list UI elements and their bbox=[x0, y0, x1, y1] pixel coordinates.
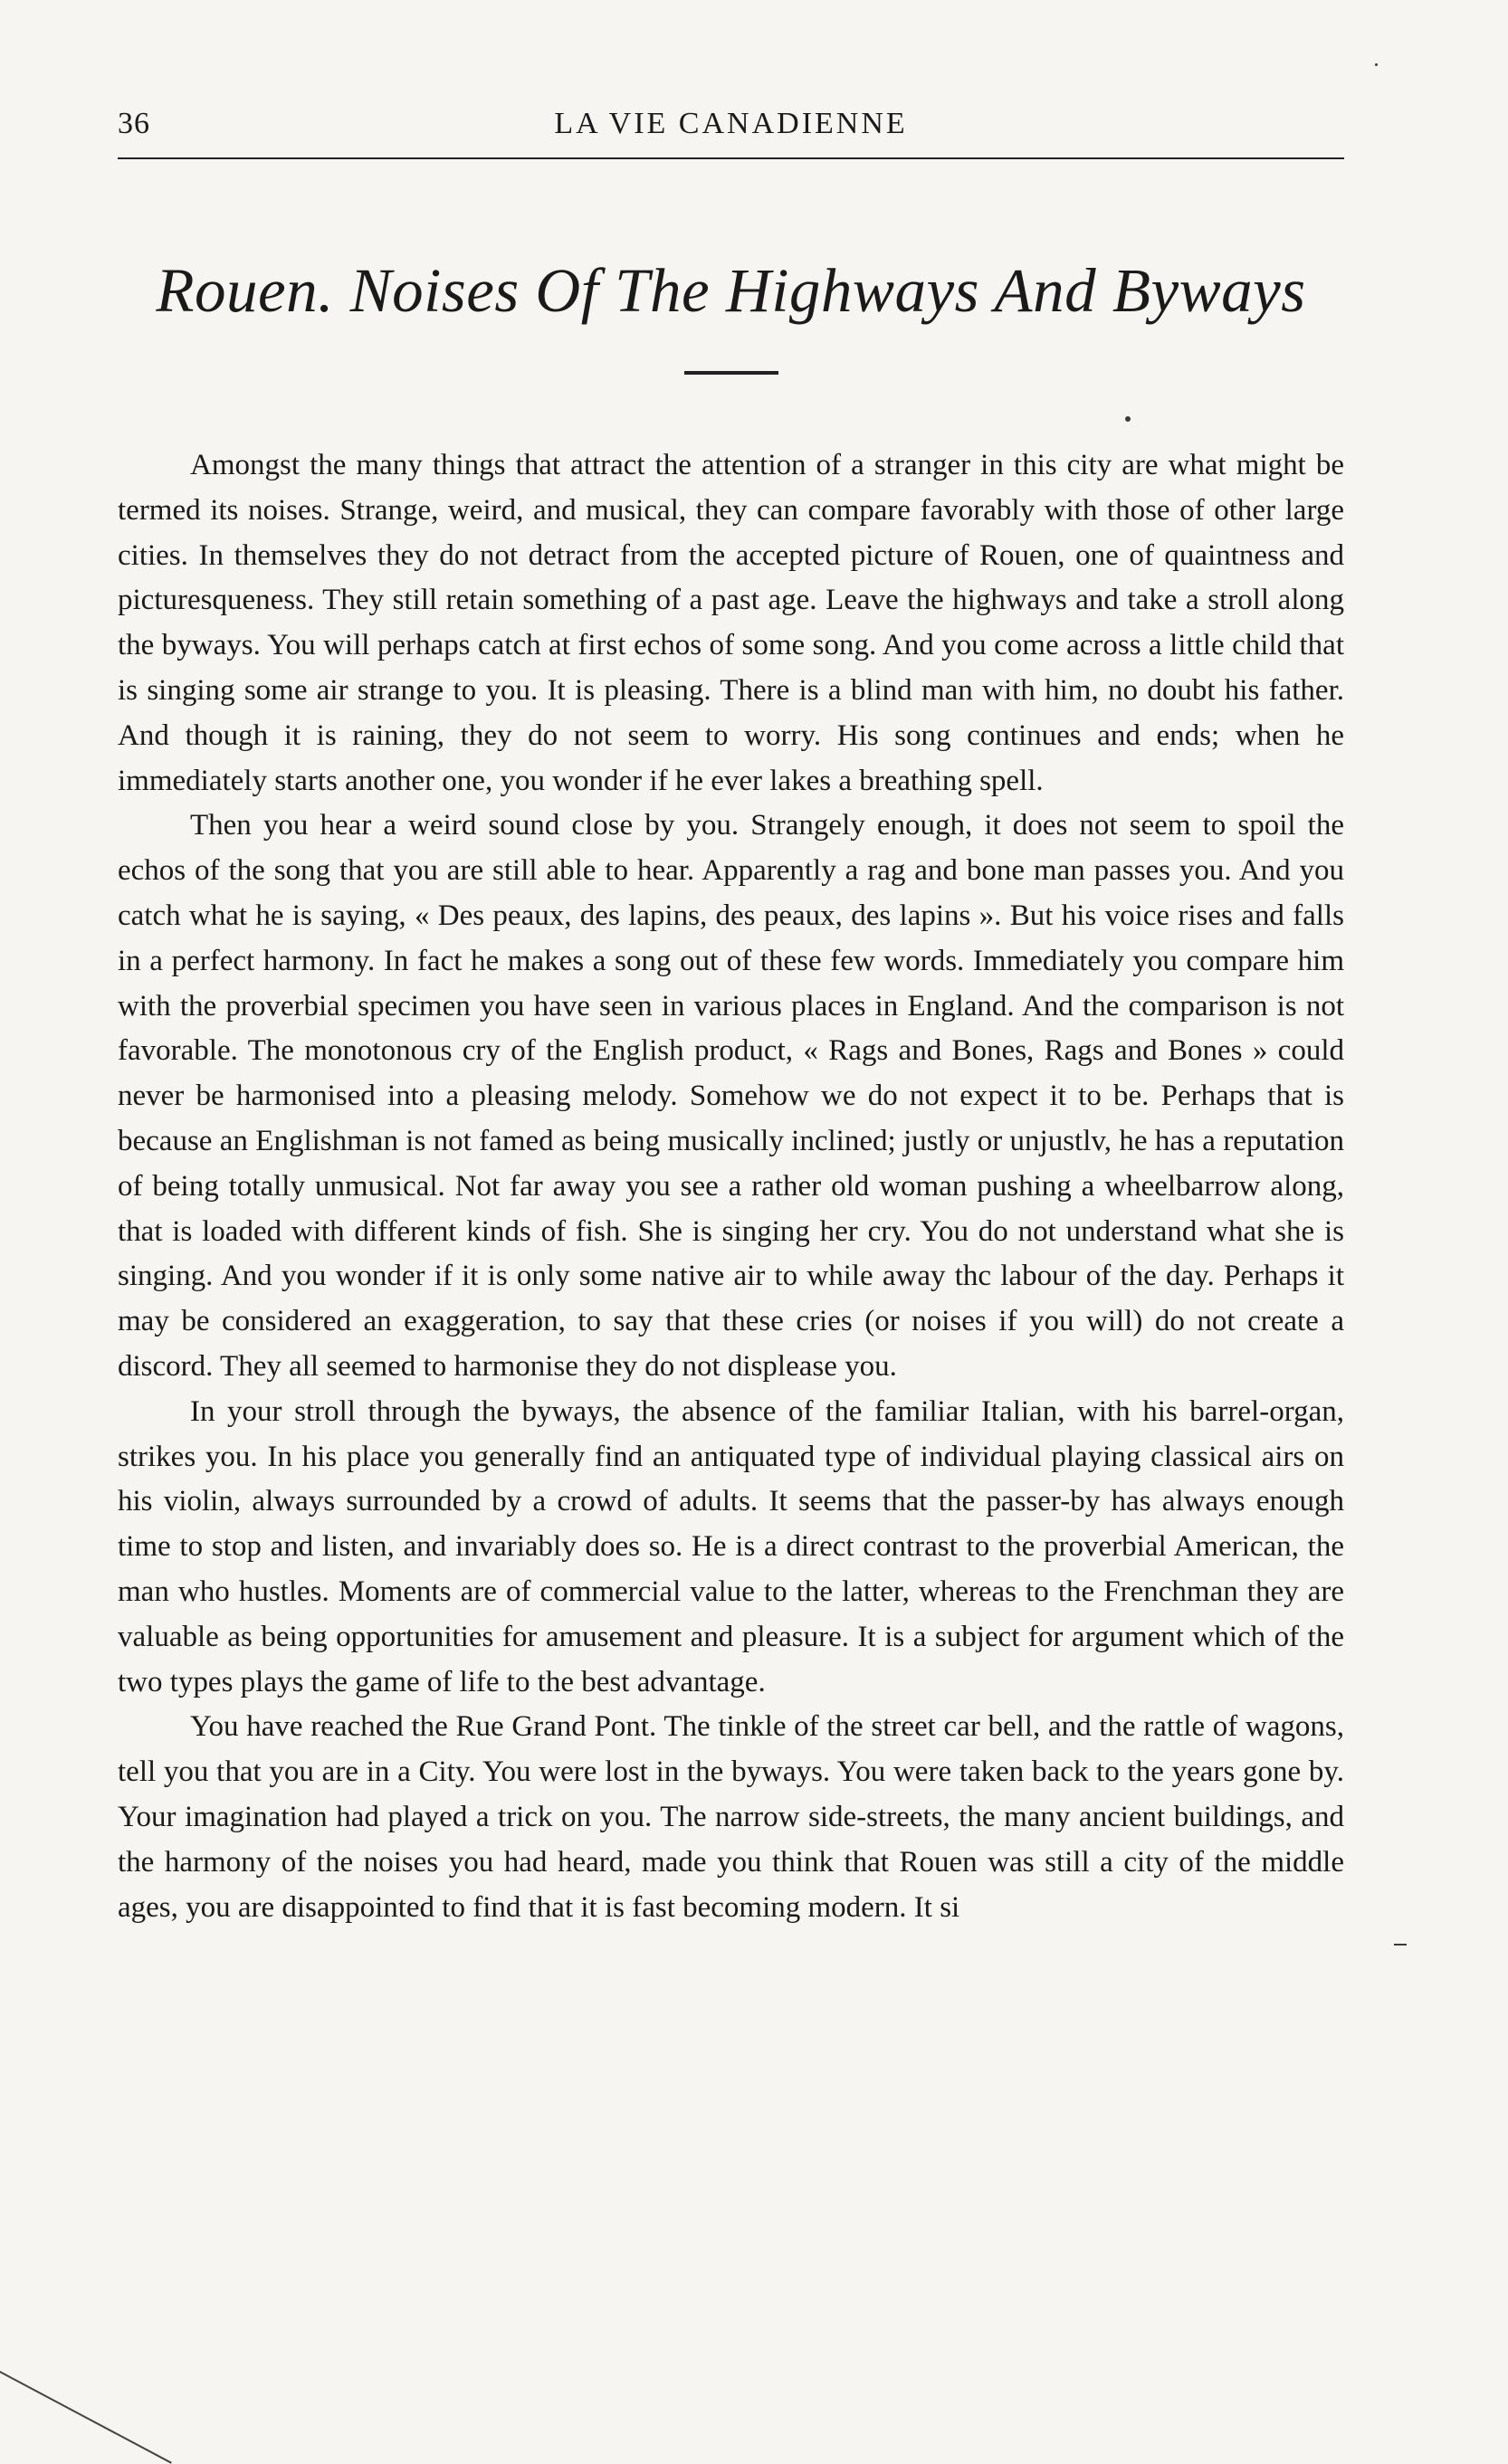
journal-title: LA VIE CANADIENNE bbox=[554, 107, 908, 140]
running-head bbox=[118, 101, 1344, 156]
paragraph: Amongst the many things that attract the attention of a stranger in this city are what might be termed its noises. Strange, weird, and musical, they can compare favorably with those of other large cities. In themselves they do not detract from the accepted picture of Rouen, one of quaintness and picturesqueness. They still retain something of a past age. Leave the highways and take a stroll along the byways. You will perhaps catch at first echos of some song. And you come across a little child that is singing some air strange to you. It is pleasing. There is a blind man with him, no doubt his father. And though it is raining, they do not seem to worry. His song continues and ends; when he immediately starts another one, you wonder if he ever lakes a breathing spell. bbox=[118, 449, 1344, 797]
ink-speck bbox=[1375, 63, 1378, 66]
paragraph: You have reached the Rue Grand Pont. The tinkle of the street car bell, and the rattle of wagons, tell you that you are in a City. You were lost in the byways. You were taken back to the years gone by. Your imagination had played a trick on you. The narrow side-streets, the many ancient buildings, and the harmony of the noises you had heard, made you think that Rouen was still a city of the middle ages, you are disappointed to find that it is fast becoming modern. It si bbox=[118, 1710, 1344, 1924]
page-number: 36 bbox=[118, 107, 150, 140]
ink-speck bbox=[1125, 416, 1131, 422]
title-rule bbox=[684, 371, 778, 375]
article-title: Rouen. Noises Of The Highways And Byways bbox=[156, 256, 1306, 325]
header-rule bbox=[118, 157, 1344, 159]
ink-speck bbox=[1394, 1944, 1407, 1946]
article-body bbox=[118, 443, 1344, 1930]
corner-scan-line bbox=[0, 2371, 172, 2464]
paragraph: Then you hear a weird sound close by you. Strangely enough, it does not seem to spoil the echos of the song that you are still able to hear. Apparently a rag and bone man passes you. And you catch what he is saying, « Des peaux, des lapins, des peaux, des lapins ». But his voice rises and falls in a perfect harmony. In fact he makes a song out of these few words. Immediately you compare him with the proverbial specimen you have seen in various places in England. And the comparison is not favorable. The monotonous cry of the English product, « Rags and Bones, Rags and Bones » could never be harmonised into a pleasing melody. Somehow we do not expect it to be. Perhaps that is because an Englishman is not famed as being musically inclined; justly or unjustlv, he has a reputation of being totally unmusical. Not far away you see a rather old woman pushing a wheelbarrow along, that is loaded with different kinds of fish. She is singing her cry. You do not understand what she is singing. And you wonder if it is only some native air to while away thc labour of the day. Perhaps it may be considered an exaggeration, to say that these cries (or noises if you will) do not create a discord. They all seemed to harmonise they do not displease you. bbox=[118, 809, 1344, 1383]
paragraph: In your stroll through the byways, the absence of the familiar Italian, with his barrel-organ, strikes you. In his place you generally find an antiquated type of individual playing classical airs on his violin, always surrounded by a crowd of adults. It seems that the passer-by has always enough time to stop and listen, and invariably does so. He is a direct contrast to the proverbial American, the man who hustles. Moments are of commercial value to the latter, whereas to the Frenchman they are valuable as being opportunities for amusement and pleasure. It is a subject for argument which of the two types plays the game of life to the best advantage. bbox=[118, 1394, 1344, 1698]
